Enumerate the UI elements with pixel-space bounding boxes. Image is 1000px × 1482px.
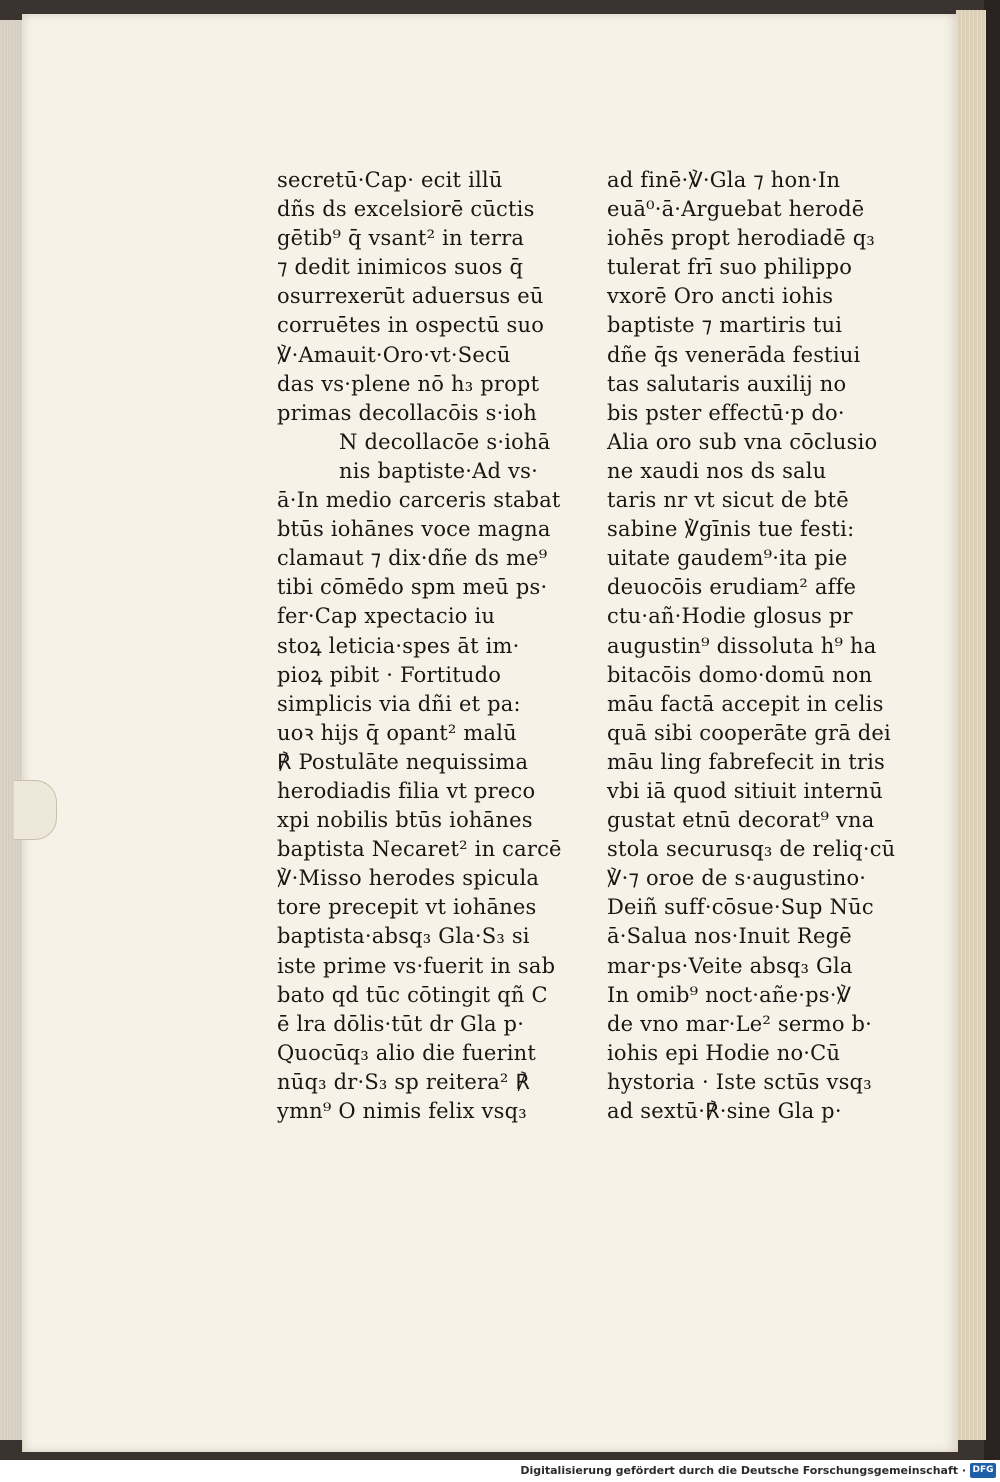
text-line: iohis epi Hodie no·Cū bbox=[607, 1040, 841, 1065]
text-line: bitacōis domo·domū non bbox=[607, 662, 873, 687]
text-line: uoꝛ hijs q̄ opant² malū bbox=[277, 720, 517, 745]
text-line: dñs ds excelsiorē cūctis bbox=[277, 197, 535, 222]
text-line: bato qd tūc cōtingit qñ C bbox=[277, 982, 548, 1007]
text-line: primas decollacōis s·ioh bbox=[277, 400, 538, 425]
text-line: Deiñ suff·cōsue·Sup Nūc bbox=[607, 895, 874, 920]
left-text-column bbox=[277, 166, 562, 1126]
text-line: mar·ps·Veite absq₃ Gla bbox=[607, 953, 853, 978]
digitization-footer bbox=[0, 1460, 1000, 1482]
text-line: secretū·Cap· ecit illū bbox=[277, 168, 503, 192]
text-line: gustat etnū decorat⁹ vna bbox=[607, 808, 875, 833]
text-line: uitate gaudem⁹·ita pie bbox=[607, 546, 848, 571]
text-line: ē lra dōlis·tūt dr Gla p· bbox=[277, 1011, 525, 1036]
text-line: stola securusq₃ de reliq·cū bbox=[607, 837, 896, 862]
text-line: euā⁰·ā·Arguebat herodē bbox=[607, 197, 865, 222]
text-line: de vno mar·Le² sermo b· bbox=[607, 1011, 873, 1036]
text-line: tibi cōmēdo spm meū ps· bbox=[277, 575, 548, 600]
text-line: ne xaudi nos ds salu bbox=[607, 458, 827, 483]
text-line: ā·Salua nos·Inuit Regē bbox=[607, 924, 852, 949]
text-line: osurrexerūt aduersus eū bbox=[277, 284, 544, 309]
text-line: nis baptiste·Ad vs· bbox=[339, 458, 538, 483]
text-line: herodiadis filia vt preco bbox=[277, 778, 536, 803]
text-line: fer·Cap xpectacio iu bbox=[277, 604, 496, 629]
dfg-logo: DFG bbox=[970, 1463, 996, 1478]
text-line: ⁊ dedit inimicos suos q̄ bbox=[277, 255, 524, 280]
text-line: Quocūq₃ alio die fuerint bbox=[277, 1040, 536, 1065]
text-line: das vs·plene nō h₃ propt bbox=[277, 371, 540, 396]
text-line: pioꝝ pibit · Fortitudo bbox=[277, 662, 502, 687]
text-line: ℣·Amauit·Oro·vt·Secū bbox=[277, 342, 511, 367]
text-line: baptiste ⁊ martiris tui bbox=[607, 313, 843, 338]
text-line: ymn⁹ O nimis felix vsq₃ bbox=[277, 1099, 527, 1123]
text-line: dñe q̄s venerāda festiui bbox=[607, 342, 861, 367]
text-line: stoꝝ leticia·spes āt im· bbox=[277, 633, 520, 658]
right-text-column bbox=[607, 166, 895, 1126]
text-line: corruētes in ospectū suo bbox=[277, 313, 545, 338]
text-line: simplicis via dñi et pa: bbox=[277, 691, 521, 716]
text-line: tore precepit vt iohānes bbox=[277, 895, 537, 920]
text-line: ad finē·℣·Gla ⁊ hon·In bbox=[607, 168, 841, 192]
text-line: tas salutaris auxilij no bbox=[607, 371, 847, 396]
text-line: vbi iā quod sitiuit internū bbox=[607, 778, 883, 803]
text-line: Alia oro sub vna cōclusio bbox=[607, 429, 878, 454]
text-line: augustin⁹ dissoluta h⁹ ha bbox=[607, 633, 877, 658]
text-line: ℣·Misso herodes spicula bbox=[277, 866, 540, 891]
text-line: sabine ℣gīnis tue festi: bbox=[607, 517, 855, 542]
book-spine bbox=[984, 0, 1000, 1460]
text-line: baptista·absq₃ Gla·S₃ si bbox=[277, 924, 530, 949]
text-line: ℟ Postulāte nequissima bbox=[277, 749, 529, 774]
text-line: hystoria · Iste sctūs vsq₃ bbox=[607, 1069, 872, 1094]
text-line: nūq₃ dr·S₃ sp reitera² ℟ bbox=[277, 1069, 530, 1094]
text-line: iste prime vs·fuerit in sab bbox=[277, 953, 556, 978]
text-line: N decollacōe s·iohā bbox=[339, 429, 551, 454]
page-edges-left bbox=[0, 20, 26, 1440]
text-line: taris nr vt sicut de btē bbox=[607, 488, 849, 513]
footer-credit: Digitalisierung gefördert durch die Deutsche Forschungsgemeinschaft · bbox=[520, 1464, 966, 1477]
text-line: quā sibi cooperāte grā dei bbox=[607, 720, 891, 745]
text-line: In omib⁹ noct·añe·ps·℣ bbox=[607, 982, 852, 1007]
text-line: māu factā accepit in celis bbox=[607, 691, 884, 716]
text-line: māu ling fabrefecit in tris bbox=[607, 749, 885, 774]
text-line: clamaut ⁊ dix·dñe ds me⁹ bbox=[277, 546, 548, 571]
text-line: iohēs propt herodiadē q₃ bbox=[607, 226, 875, 251]
page-edges-right bbox=[956, 10, 986, 1440]
text-line: xpi nobilis btūs iohānes bbox=[277, 808, 533, 833]
text-line: ctu·añ·Hodie glosus pr bbox=[607, 604, 853, 629]
text-line: baptista Necaret² in carcē bbox=[277, 837, 562, 862]
text-line: ā·In medio carceris stabat bbox=[277, 488, 561, 513]
text-line: btūs iohānes voce magna bbox=[277, 517, 551, 542]
text-line: bis pster effectū·p do· bbox=[607, 400, 845, 425]
text-line: tulerat frī suo philippo bbox=[607, 255, 853, 280]
text-line: gētib⁹ q̄ vsant² in terra bbox=[277, 226, 525, 251]
text-line: vxorē Oro ancti iohis bbox=[607, 284, 834, 309]
text-line: ℣·⁊ oroe de s·augustino· bbox=[607, 866, 867, 891]
text-line: deuocōis erudiam² affe bbox=[607, 575, 857, 600]
page-tab-mark bbox=[14, 780, 57, 840]
text-line: ad sextū·℟·sine Gla p· bbox=[607, 1099, 842, 1123]
